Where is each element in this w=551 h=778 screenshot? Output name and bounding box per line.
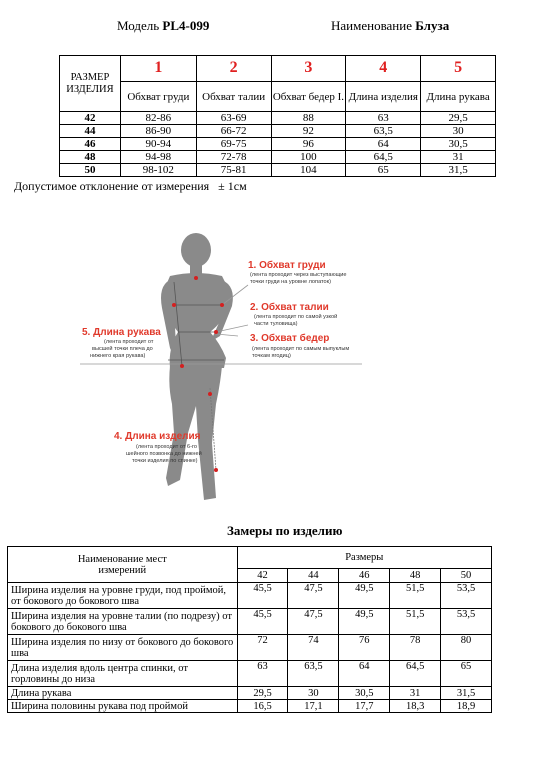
table-cell: 63	[346, 112, 421, 125]
measurement-figure	[70, 228, 390, 508]
table-cell: 47,5	[288, 609, 339, 635]
table-cell: 31	[421, 151, 496, 164]
table-cell: 17,7	[339, 700, 390, 713]
table-row	[60, 125, 496, 138]
size-cell: 48	[60, 151, 121, 164]
table-row	[60, 164, 496, 177]
row-label: Длина рукава	[8, 687, 238, 700]
col-number	[271, 56, 346, 82]
table-cell: 30	[421, 125, 496, 138]
annotation-chest-title: 1. Обхват груди	[248, 260, 326, 271]
size-col-header: 44	[288, 569, 339, 583]
model-value: PL4-099	[162, 18, 210, 33]
col-number-5: 5	[454, 59, 463, 76]
col-header: Обхват бедер I.	[271, 82, 346, 112]
table-cell: 49,5	[339, 583, 390, 609]
table-cell: 80	[441, 635, 492, 661]
table-cell: 30,5	[339, 687, 390, 700]
size-header: РАЗМЕР ИЗДЕЛИЯ	[66, 71, 114, 95]
table-row	[8, 583, 492, 609]
table-cell: 66-72	[196, 125, 271, 138]
table-cell: 45,5	[237, 609, 288, 635]
row-label: Длина изделия вдоль центра спинки, от горловины до низа	[8, 661, 238, 687]
annotation-sleeve-desc: нижнего края рукава)	[90, 353, 146, 359]
table-cell: 49,5	[339, 609, 390, 635]
col-number	[196, 56, 271, 82]
annotation-hips-desc: (лента проходит по самым выпуклым	[252, 346, 350, 352]
table-row	[8, 635, 492, 661]
table-cell: 74	[288, 635, 339, 661]
table-cell: 53,5	[441, 609, 492, 635]
table-cell: 82-86	[120, 112, 196, 125]
table-row	[8, 687, 492, 700]
annotation-length-desc: шейного позвонка до нижней	[126, 451, 202, 457]
table-cell: 78	[390, 635, 441, 661]
table-cell: 18,3	[390, 700, 441, 713]
size-col-header: 46	[339, 569, 390, 583]
table-cell: 29,5	[237, 687, 288, 700]
row-label: Ширина изделия по низу от бокового до бокового шва	[8, 635, 238, 661]
size-cell: 44	[60, 125, 121, 138]
col-header: Обхват талии	[196, 82, 271, 112]
table-row	[60, 112, 496, 125]
table-cell: 63	[237, 661, 288, 687]
table-cell: 53,5	[441, 583, 492, 609]
table-cell: 72	[237, 635, 288, 661]
table-cell: 100	[271, 151, 346, 164]
annotation-length-desc: точки изделия по спинке)	[132, 458, 198, 464]
table-cell: 16,5	[237, 700, 288, 713]
table-cell: 65	[441, 661, 492, 687]
table-cell: 69-75	[196, 138, 271, 151]
table-cell: 30	[288, 687, 339, 700]
annotation-hips-desc: точкам ягодиц)	[252, 353, 291, 359]
table-cell: 45,5	[237, 583, 288, 609]
col-number	[421, 56, 496, 82]
size-cell: 50	[60, 164, 121, 177]
table-cell: 92	[271, 125, 346, 138]
table-cell: 64	[339, 661, 390, 687]
col-number-4: 4	[379, 59, 388, 76]
table-cell: 88	[271, 112, 346, 125]
table-cell: 63,5	[346, 125, 421, 138]
table-cell: 65	[346, 164, 421, 177]
table-cell: 64,5	[390, 661, 441, 687]
table-cell: 31,5	[421, 164, 496, 177]
row-label: Ширина половины рукава под проймой	[8, 700, 238, 713]
annotation-sleeve-title: 5. Длина рукава	[82, 327, 161, 338]
product-section-title: Замеры по изделию	[227, 523, 343, 538]
col-header: Длина рукава	[421, 82, 496, 112]
size-col-header: 42	[237, 569, 288, 583]
col-number-3: 3	[304, 59, 313, 76]
size-cell: 42	[60, 112, 121, 125]
table-cell: 94-98	[120, 151, 196, 164]
col-number-2: 2	[229, 59, 238, 76]
model-line	[117, 18, 209, 34]
tolerance-note: Допустимое отклонение от измерения ± 1см	[14, 179, 247, 193]
table-row	[8, 700, 492, 713]
col-header: Длина изделия	[346, 82, 421, 112]
table-row	[60, 151, 496, 164]
size-header-cell	[60, 56, 121, 112]
place-header-cell	[8, 547, 238, 583]
size-table	[59, 55, 496, 177]
sizes-header: Размеры	[237, 547, 491, 569]
row-label: Ширина изделия на уровне талии (по подрезу) от бокового до бокового шва	[8, 609, 238, 635]
table-cell: 76	[339, 635, 390, 661]
table-cell: 98-102	[120, 164, 196, 177]
table-cell: 75-81	[196, 164, 271, 177]
annotation-hips-title: 3. Обхват бедер	[250, 333, 330, 344]
col-header: Обхват груди	[120, 82, 196, 112]
size-col-header: 48	[390, 569, 441, 583]
table-cell: 30,5	[421, 138, 496, 151]
annotation-sleeve-desc: высшей точки плеча до	[92, 346, 153, 352]
table-cell: 86-90	[120, 125, 196, 138]
table-cell: 104	[271, 164, 346, 177]
annotation-waist-desc: части туловища)	[254, 321, 298, 327]
name-label: Наименование	[331, 18, 412, 33]
annotation-chest-desc: (лента проходит через выступающие	[250, 272, 347, 278]
table-cell: 18,9	[441, 700, 492, 713]
col-number	[120, 56, 196, 82]
table-cell: 51,5	[390, 609, 441, 635]
annotation-waist-title: 2. Обхват талии	[250, 302, 329, 313]
table-cell: 96	[271, 138, 346, 151]
table-row	[8, 609, 492, 635]
annotation-sleeve-desc: (лента проходит от	[104, 339, 154, 345]
table-row	[60, 138, 496, 151]
table-cell: 90-94	[120, 138, 196, 151]
name-line	[331, 18, 449, 34]
product-table	[7, 546, 492, 713]
table-cell: 51,5	[390, 583, 441, 609]
size-col-header: 50	[441, 569, 492, 583]
table-cell: 64	[346, 138, 421, 151]
table-cell: 29,5	[421, 112, 496, 125]
table-cell: 63-69	[196, 112, 271, 125]
table-row	[8, 661, 492, 687]
table-cell: 47,5	[288, 583, 339, 609]
annotation-length-title: 4. Длина изделия	[114, 431, 201, 442]
place-header: Наименование мест измерений	[77, 553, 167, 576]
table-cell: 64,5	[346, 151, 421, 164]
table-cell: 17,1	[288, 700, 339, 713]
table-cell: 31	[390, 687, 441, 700]
name-value: Блуза	[415, 18, 450, 33]
annotation-length-desc: (лента проходит от 6-го	[136, 444, 198, 450]
col-number	[346, 56, 421, 82]
size-cell: 46	[60, 138, 121, 151]
table-cell: 63,5	[288, 661, 339, 687]
table-cell: 72-78	[196, 151, 271, 164]
row-label: Ширина изделия на уровне груди, под проймой, от бокового до бокового шва	[8, 583, 238, 609]
annotation-waist-desc: (лента проходит по самой узкой	[254, 314, 338, 320]
col-number-1: 1	[154, 59, 163, 76]
model-label: Модель	[117, 18, 160, 33]
annotation-chest-desc: точки груди на уровне лопаток)	[250, 279, 331, 285]
table-cell: 31,5	[441, 687, 492, 700]
